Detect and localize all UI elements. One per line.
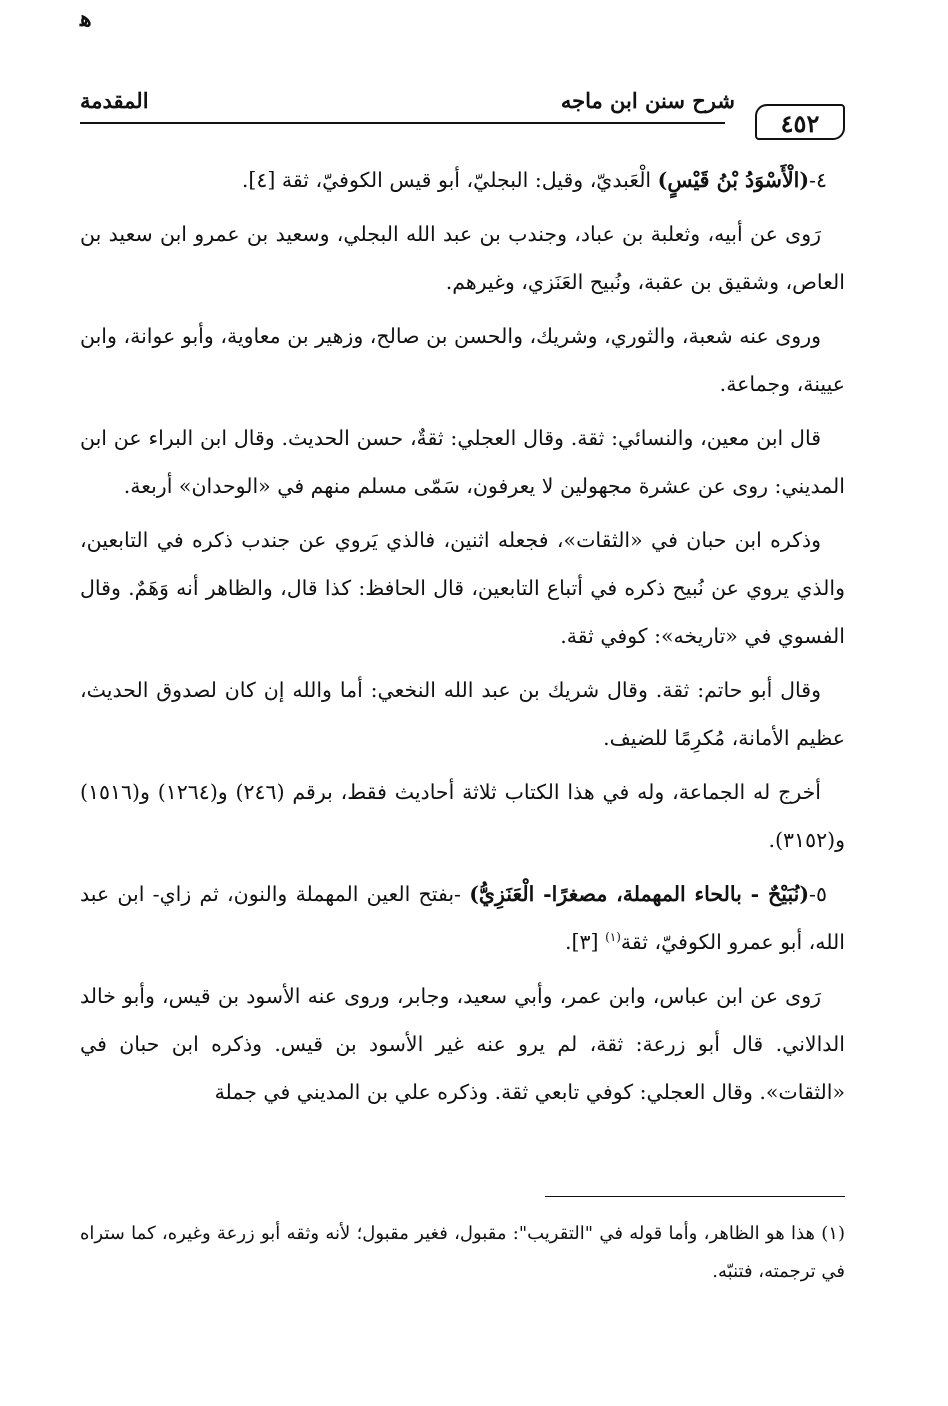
footnotes (80, 1196, 845, 1291)
footnote-rule (545, 1196, 845, 1197)
entry-name: (نُبَيْحٌ - بالحاء المهملة، مصغرًا- الْعَنَزِيُّ) (469, 882, 810, 906)
footnote-text: هذا هو الظاهر، وأما قوله في "التقريب": مقبول، فغير مقبول؛ لأنه وثقه أبو زرعة وغيره، كما ستراه في ترجمته، فتنبّه. (80, 1223, 845, 1282)
entry-description: -بفتح العين المهملة والنون، ثم زاي- ابن عبد الله، أبو عمرو الكوفيّ، ثقة (80, 882, 845, 954)
paragraph: أخرج له الجماعة، وله في هذا الكتاب ثلاثة أحاديث فقط، برقم (٢٤٦) و(١٢٦٤) و(١٥١٦) و(٣١٥٢). (80, 780, 845, 852)
paragraph: رَوى عن ابن عباس، وابن عمر، وأبي سعيد، وجابر، وروى عنه الأسود بن قيس، وأبو خالد الدالاني. قال أبو زرعة: ثقة، لم يرو عنه غير الأسود بن قيس. وذكره ابن حبان في «الثقات». وقال العجلي: كوفي تابعي ثقة. وذكره علي بن المديني في جملة (80, 984, 845, 1104)
entry-heading: ٤-(الْأَسْوَدُ بْنُ قَيْسٍ) الْعَبديّ، وقيل: البجليّ، أبو قيس الكوفيّ، ثقة [٤]. (241, 168, 827, 192)
header-ornament: ﻫ (80, 6, 92, 32)
page-header (80, 84, 845, 140)
paragraph: قال ابن معين، والنسائي: ثقة. وقال العجلي: ثقةٌ، حسن الحديث. وقال ابن البراء عن ابن المديني: روى عن عشرة مجهولين لا يعرفون، سَمّى مسلم منهم في «الوحدان» أربعة. (80, 426, 845, 498)
paragraph: وقال أبو حاتم: ثقة. وقال شريك بن عبد الله النخعي: أما والله إن كان لصدوق الحديث، عظيم الأمانة، مُكرِمًا للضيف. (80, 678, 845, 750)
section-title: المقدمة (80, 88, 149, 113)
paragraph: وروى عنه شعبة، والثوري، وشريك، والحسن بن صالح، وزهير بن معاوية، وأبو عوانة، وابن عيينة، وجماعة. (80, 324, 845, 396)
entry-number: ٤ (815, 168, 827, 192)
paragraph: رَوى عن أبيه، وثعلبة بن عباد، وجندب بن عبد الله البجلي، وسعيد بن عمرو ابن سعيد بن العاص، وشقيق بن عقبة، ونُبيح العَنَزي، وغيرهم. (80, 222, 845, 294)
entry-tail: [٣]. (565, 930, 606, 954)
page-number: ٤٥٢ (755, 104, 845, 140)
header-rule (80, 122, 725, 124)
entry-heading: ٥-(نُبَيْحٌ - بالحاء المهملة، مصغرًا- الْعَنَزِيُّ) -بفتح العين المهملة والنون، ثم زاي- ابن عبد الله، أبو عمرو الكوفيّ، ثقة$^{(١)}$ [٣]. (80, 882, 845, 954)
entry-number: ٥ (815, 882, 827, 906)
main-text (80, 156, 845, 1122)
footnote-number: (١) (821, 1223, 845, 1244)
footnote-reference[interactable]: (١) (605, 930, 621, 945)
footnote (80, 1215, 845, 1291)
entry-name: (الْأَسْوَدُ بْنُ قَيْسٍ) (657, 168, 810, 192)
entry-description: الْعَبديّ، وقيل: البجليّ، أبو قيس الكوفيّ، ثقة [٤]. (241, 168, 658, 192)
paragraph: وذكره ابن حبان في «الثقات»، فجعله اثنين، فالذي يَروي عن جندب ذكره في التابعين، والذي يروي عن نُبيح ذكره في أتباع التابعين، قال الحافظ: كذا قال، والظاهر أنه وَهَمٌ. وقال الفسوي في «تاريخه»: كوفي ثقة. (80, 528, 845, 648)
book-title: شرح سنن ابن ماجه (560, 88, 735, 113)
